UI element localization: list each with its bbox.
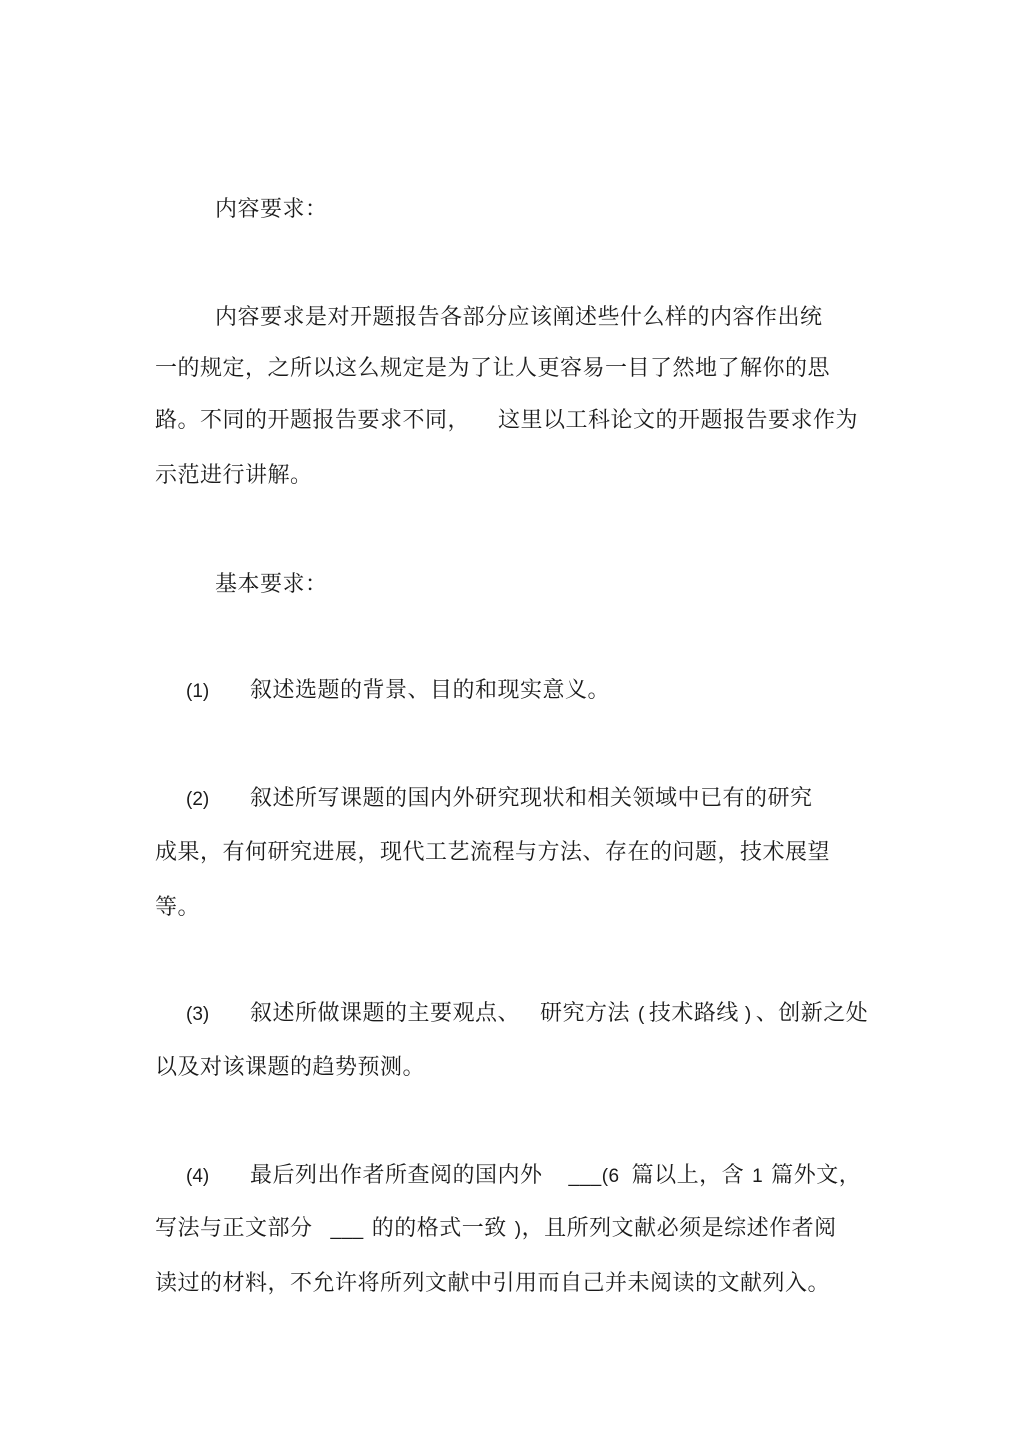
item-segment: 叙述所做课题的主要观点、 [250,1001,521,1026]
item-segment: ，且所列文献必须是综述作者阅 [521,1216,837,1241]
paragraph-line [155,406,858,436]
item-segment: 技术路线 [648,1001,739,1026]
item-text-line: 以及对该课题的趋势预测。 [155,1055,426,1080]
paragraph-line: 内容要求是对开题报告各部分应该阐述些什么样的内容作出统 [215,305,823,330]
item-segment: 、创新之处 [755,1001,869,1026]
paragraph-segment: 这里以工科论文的开题报告要求作为 [498,408,859,433]
item-segment: 最后列出作者所查阅的国内外 [250,1163,543,1188]
item-text-line [250,1161,861,1192]
content-requirements-heading: 内容要求： [215,197,328,222]
item-text-line: 成果，有何研究进展，现代工艺流程与方法、存在的问题，技术展望 [155,840,831,865]
item-segment: 篇外文， [771,1163,862,1188]
item-text-line: 等。 [155,895,201,920]
item-number: (1) [186,681,210,702]
item-segment: 1 [752,1166,764,1187]
item-text-line: 叙述所写课题的国内外研究现状和相关领域中已有的研究 [250,786,813,811]
item-segment: ) [514,1219,522,1240]
paragraph-line: 示范进行讲解。 [155,463,313,488]
item-segment: 写法与正文部分 [155,1216,313,1241]
item-number: (4) [186,1166,210,1187]
basic-requirements-heading: 基本要求： [215,572,328,597]
item-text-line [250,999,868,1030]
item-text-line: 读过的材料，不允许将所列文献中引用而自己并未阅读的文献列入。 [155,1271,831,1296]
item-segment: ) [744,1004,752,1025]
item-text-line: 叙述选题的背景、目的和现实意义。 [250,678,611,703]
item-segment: 研究方法 [540,1001,631,1026]
item-text-line [155,1214,837,1245]
paragraph-segment: 路。不同的开题报告要求不同， [155,408,471,433]
item-segment: 的的格式一致 [371,1216,507,1241]
item-segment: ( [638,1004,645,1025]
item-segment: 篇以上，含 [631,1163,745,1188]
paragraph-line: 一的规定，之所以这么规定是为了让人更容易一目了然地了解你的思 [155,356,831,381]
item-number: (3) [186,1004,210,1025]
item-number: (2) [186,789,210,810]
item-segment: ___(6 [568,1166,620,1187]
item-segment: ___ [330,1219,364,1240]
